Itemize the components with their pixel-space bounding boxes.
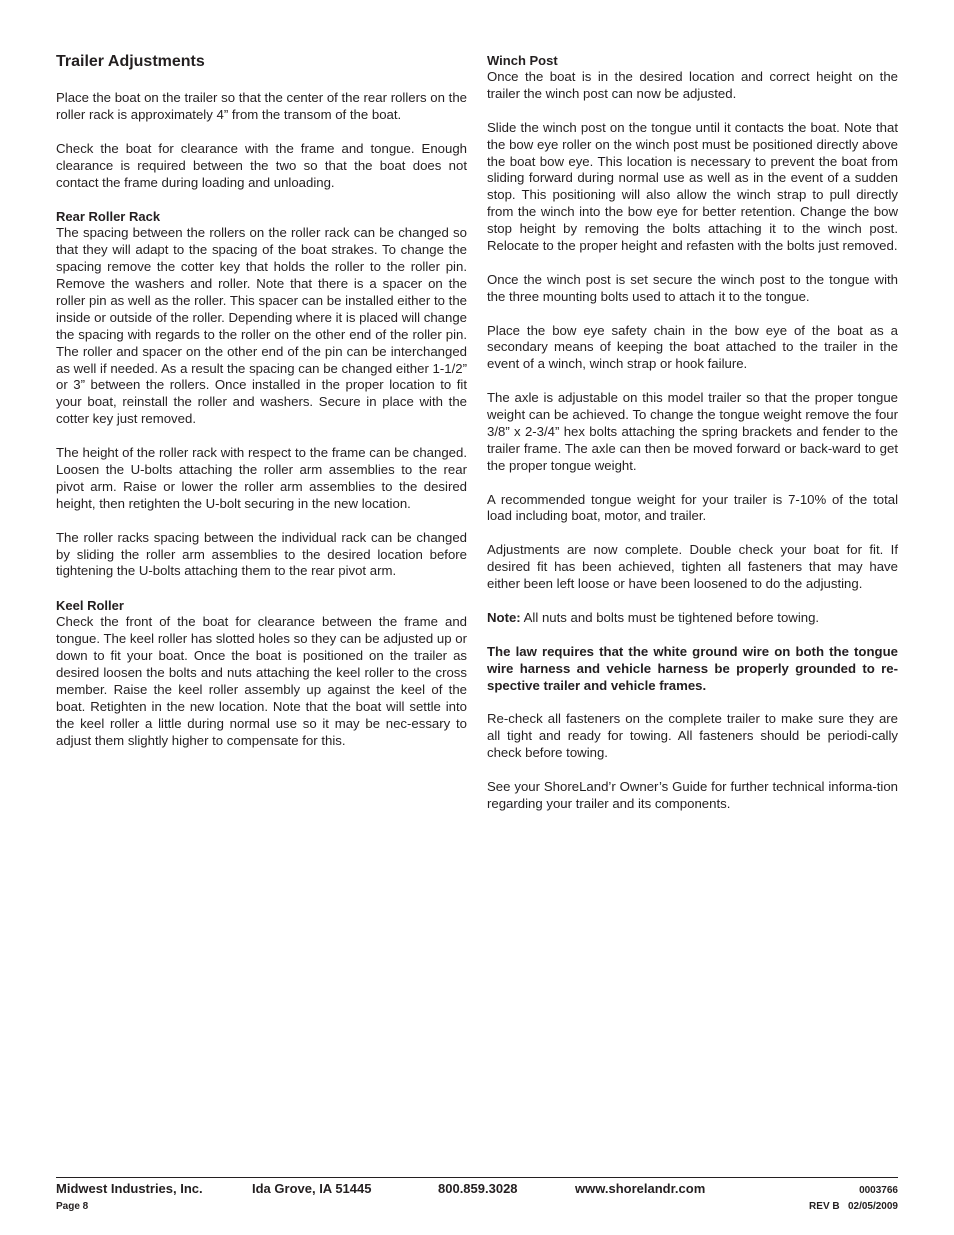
footer-phone: 800.859.3028 — [438, 1181, 518, 1196]
recheck-paragraph: Re-check all fasteners on the complete trailer to make sure they are all tight and ready for towing. All fasteners should be periodi-cally check before towing. — [487, 711, 898, 761]
page-title: Trailer Adjustments — [56, 53, 205, 70]
page-footer — [56, 1181, 898, 1215]
footer-divider — [56, 1177, 898, 1178]
rear-roller-paragraph-2: The height of the roller rack with respect to the frame can be changed. Loosen the U-bolts attaching the roller arm assemblies to the rear pivot arm. Raise or lower the roller arm assemblies to the desired height, then retighten the U-bolt securing in the new location. — [56, 445, 467, 511]
note-text: All nuts and bolts must be tightened before towing. — [520, 609, 820, 625]
tongue-weight-paragraph: A recommended tongue weight for your trailer is 7-10% of the total load including boat, motor, and trailer. — [487, 491, 898, 524]
keel-roller-paragraph: Check the front of the boat for clearance between the frame and tongue. The keel roller has slotted holes so they can be adjusted up or down to fit your boat. Once the boat is positioned on the trailer as desired loosen the bolts and nuts attaching the keel roller to the cross member. Raise the keel roller assembly up against the keel of the boat. Retighten in the new location. Note that the boat will settle into the keel roller a little during normal use so it may be nec-essary to adjust them slightly higher to compensate for this. — [56, 614, 467, 748]
footer-website: www.shorelandr.com — [575, 1181, 706, 1196]
intro-paragraph-1: Place the boat on the trailer so that the center of the rear rollers on the roller rack is approximately 4” from the transom of the boat. — [56, 90, 467, 122]
footer-doc-number: 0003766 — [859, 1185, 898, 1196]
intro-paragraph-2: Check the boat for clearance with the frame and tongue. Enough clearance is required between the two so that the boat does not contact the frame during loading and unloading. — [56, 140, 467, 190]
winch-paragraph-3: Once the winch post is set secure the winch post to the tongue with the three mounting bolts used to attach it to the tongue. — [487, 271, 898, 304]
winch-paragraph-2: Slide the winch post on the tongue until it contacts the boat. Note that the bow eye roller on the winch post must be positioned directly above the boat bow eye. This location is necessary to prevent the boat from sliding forward during normal use as well as in the event of a sudden stop. This positioning will also allow the winch strap to pull directly from the winch into the bow eye for better retention. Change the bow stop height by removing the bolts attaching it to the winch post. Relocate to the proper height and refasten with the bolts just removed. — [487, 119, 898, 254]
left-column — [56, 52, 467, 766]
adjustments-complete-paragraph: Adjustments are now complete. Double check your boat for fit. If desired fit has been achieved, tighten all fasteners that may have either been left loose or have been loosened to do the adjusting. — [487, 542, 898, 592]
right-column — [487, 52, 898, 830]
footer-company: Midwest Industries, Inc. — [56, 1181, 203, 1196]
note-label: Note: — [487, 609, 521, 625]
winch-paragraph-1: Once the boat is in the desired location and correct height on the trailer the winch post can now be adjusted. — [487, 69, 898, 101]
rear-roller-heading: Rear Roller Rack — [56, 209, 161, 225]
rear-roller-paragraph-1: The spacing between the rollers on the roller rack can be changed so that they will adapt to the spacing of the boat strakes. To change the spacing remove the cotter key that holds the roller to the roller pin. Remove the washers and roller. Note that there is a spacer on the roller pin as well as the roller. This spacer can be installed either to the inside or outside of the roller. Depending where it is placed will change the spacing with regards to the roller on the other end of the roller pin. The roller and spacer on the other end of the pin can be interchanged as well if needed. As a result the spacing can be changed either 1-1/2” or 3” between the rollers. Once installed in the proper location to fit your boat, reinstall the roller and washers. Secure in place with the cotter key just removed. — [56, 225, 467, 427]
rear-roller-paragraph-3: The roller racks spacing between the individual rack can be changed by sliding the roller arm assemblies to the desired location before tightening the U-bolts attaching them to the rear pivot arm. — [56, 529, 467, 579]
footer-revision: REV B 02/05/2009 — [809, 1201, 898, 1212]
axle-paragraph: The axle is adjustable on this model trailer so that the proper tongue weight can be achieved. To change the tongue weight remove the four 3/8” x 2-3/4” hex bolts attaching the spring brackets and fender to the trailer frame. The axle can then be moved forward or back-ward to get the proper tongue weight. — [487, 390, 898, 473]
footer-city: Ida Grove, IA 51445 — [252, 1181, 372, 1196]
winch-paragraph-4: Place the bow eye safety chain in the bow eye of the boat as a secondary means of keeping the boat attached to the trailer in the event of a winch, winch strap or hook failure. — [487, 322, 898, 372]
winch-post-heading: Winch Post — [487, 53, 558, 68]
keel-roller-heading: Keel Roller — [56, 598, 124, 614]
owners-guide-paragraph: See your ShoreLand’r Owner’s Guide for further technical informa-tion regarding your trailer and its components. — [487, 778, 898, 811]
footer-page-number: Page 8 — [56, 1201, 89, 1212]
law-warning-paragraph: The law requires that the white ground wire on both the tongue wire harness and vehicle harness be properly grounded to re-spective trailer and vehicle frames. — [487, 643, 898, 693]
note-paragraph — [487, 610, 898, 627]
